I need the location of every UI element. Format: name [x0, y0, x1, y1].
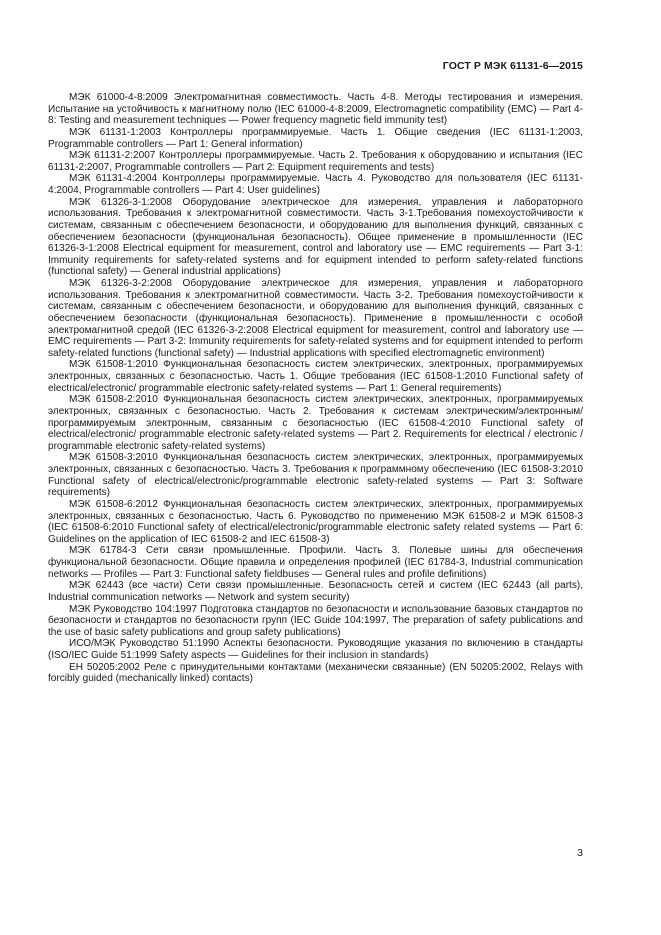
reference-entry: МЭК 61326-3-2:2008 Оборудование электрическое для измерения, управления и лабораторного использования. Требования к электромагнитной совместимости. Часть 3-2. Требования помехоустойчивости к системам, связанным с обеспечением безопасности, и оборудованию для выполнения функций, связанных с обеспечением безопасности (функциональная безопасность). Применение в промышленности с особой электромагнитной средой (IEC 61326-3-2:2008 Electrical equipment for measurement, control and laboratory use — EMC requirements — Part 3-2: Immunity requirements for safety-related systems and for equipment intended to perform safety-related functions (functional safety) — Industrial applications with specified electromagnetic environment): [48, 278, 583, 359]
reference-entry: МЭК Руководство 104:1997 Подготовка стандартов по безопасности и использование базовых стандартов по безопасности и стандартов по безопасности групп (IEC Guide 104:1997, The preparation of safety publications and the use of basic safety publications and group safety publications): [48, 603, 583, 638]
reference-entry: ИСО/МЭК Руководство 51:1990 Аспекты безопасности. Руководящие указания по включению в стандарты (ISO/IEC Guide 51:1999 Safety aspects — Guidelines for their inclusion in standards): [48, 638, 583, 661]
reference-entry: МЭК 61131-1:2003 Контроллеры программируемые. Часть 1. Общие сведения (IEC 61131-1:2003, Programmable controllers — Part 1: General information): [48, 126, 583, 150]
standard-code-header: ГОСТ Р МЭК 61131-6—2015: [442, 60, 583, 72]
reference-entry: МЭК 61508-1:2010 Функциональная безопасность систем электрических, электронных, программируемых электронных, связанных с безопасностью. Часть 1. Общие требования (IEC 61508-1:2010 Functional safety of electrical/electronic/ programmable electronic safety-related systems — Part 1: General requirements): [48, 359, 583, 394]
reference-entry: ЕН 50205:2002 Реле с принудительными контактами (механически связанные) (EN 50205:2002, Relays with forcibly guided (mechanically linked) contacts): [48, 661, 583, 685]
reference-entry: МЭК 61508-3:2010 Функциональная безопасность систем электрических, электронных, программируемых электронных, связанных с безопасностью. Часть 3. Требования к программному обеспечению (IEC 61508-3:2010 Functional safety of electrical/electronic/programmable electronic safety-related systems — Part 3: Software requirements): [48, 452, 583, 499]
reference-entry: МЭК 61131-4:2004 Контроллеры программируемые. Часть 4. Руководство для пользователя (IEC 61131-4:2004, Programmable controllers — Part 4: User guidelines): [48, 173, 583, 196]
page-number: 3: [577, 847, 583, 859]
reference-entry: МЭК 61326-3-1:2008 Оборудование электрическое для измерения, управления и лабораторного использования. Требования к электромагнитной совместимости. Часть 3-1.Требования помехоустойчивости к системам, связанным с обеспечением безопасности, и оборудованию для выполнения функций, связанных с обеспечением безопасности (функциональная безопасность). Общее применение в промышленности (IEC 61326-3-1:2008 Electrical equipment for measurement, control and laboratory use — EMC requirements — Part 3-1: Immunity requirements for safety-related systems and for equipment intended to perform safety-related functions (functional safety) — General industrial applications): [48, 196, 583, 278]
reference-entry: МЭК 61508-2:2010 Функциональная безопасность систем электрических, электронных, программируемых электронных, связанных с безопасностью. Часть 2. Требования к системам электрическим/электронным/программируемым электронным, связанным с безопасностью (IEC 61508-4:2010 Functional safety of electrical/electronic/ programmable electronic safety-related systems — Part 2. Requirements for electrical / electronic / programmable electronic safety-related systems): [48, 394, 583, 452]
normative-references-list: [48, 92, 583, 685]
reference-entry: МЭК 62443 (все части) Сети связи промышленные. Безопасность сетей и систем (IEC 62443 (all parts), Industrial communication networks — Network and system security): [48, 580, 583, 603]
reference-entry: МЭК 61784-3 Сети связи промышленные. Профили. Часть 3. Полевые шины для обеспечения функциональной безопасности. Общие правила и определения профилей (IEC 61784-3, Industrial communication networks — Profiles — Part 3: Functional safety fieldbuses — General rules and profile definitions): [48, 545, 583, 580]
reference-entry: МЭК 61131-2:2007 Контроллеры программируемые. Часть 2. Требования к оборудованию и испытания (IEC 61131-2:2007, Programmable controllers — Part 2: Equipment requirements and tests): [48, 150, 583, 173]
reference-entry: МЭК 61508-6:2012 Функциональная безопасность систем электрических, электронных, программируемых электронных, связанных с безопасностью. Часть 6. Руководство по применению МЭК 61508-2 и МЭК 61508-3 (IEC 61508-6:2010 Functional safety of electrical/electronic/programmable electronic safety related systems — Part 6: Guidelines on the application of IEC 61508-2 and IEC 61508-3): [48, 498, 583, 545]
reference-entry: МЭК 61000-4-8:2009 Электромагнитная совместимость. Часть 4-8. Методы тестирования и измерения. Испытание на устойчивость к магнитному полю (IEC 61000-4-8:2009, Electromagnetic compatibility (EMC) — Part 4-8: Testing and measurement techniques — Power frequency magnetic field immunity test): [48, 92, 583, 127]
